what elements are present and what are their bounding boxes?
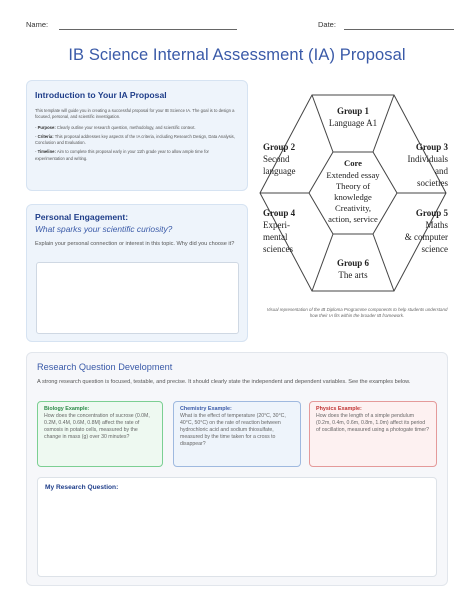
engagement-answer-box[interactable] bbox=[36, 262, 239, 334]
core-line: action, service bbox=[328, 214, 378, 224]
group-3-cell bbox=[408, 142, 449, 188]
date-label: Date: bbox=[318, 20, 336, 29]
group-3-line: Individuals bbox=[407, 154, 448, 164]
intro-item: - Purpose: Clearly outline your research question, methodology, and scientific context. bbox=[35, 125, 196, 131]
core-line: Extended essay bbox=[326, 170, 380, 180]
group-4-line: Experi- bbox=[263, 220, 290, 230]
group-3-line: societies bbox=[417, 178, 448, 188]
group-5-title: Group 5 bbox=[415, 208, 448, 218]
intro-heading: Introduction to Your IA Proposal bbox=[35, 90, 167, 100]
diagram-caption: Visual representation of the IB Diploma Programme components to help students understand how their IA fits within the broader IB framework. bbox=[266, 307, 448, 319]
intro-list bbox=[35, 125, 239, 161]
group-1-title: Group 1 bbox=[336, 106, 370, 116]
intro-item-text: This proposal addresses key aspects of the IA criteria, including Research Design, Data Analysis, Conclusion and Evaluation. bbox=[35, 134, 235, 146]
my-research-question-label: My Research Question: bbox=[45, 484, 119, 491]
example-text: How does the concentration of sucrose (0.0M, 0.2M, 0.4M, 0.6M, 0.8M) affect the rate of osmosis in potato cells, measured by the change in mass (g) over 30 minutes? bbox=[44, 413, 150, 441]
group-2-line: Second bbox=[263, 154, 290, 164]
date-field[interactable] bbox=[344, 29, 454, 30]
engagement-prompt: Explain your personal connection or interest in this topic. Why did you choose it? bbox=[35, 241, 235, 247]
page-title: IB Science Internal Assessment (IA) Proposal bbox=[68, 46, 406, 64]
intro-item-term: Purpose: bbox=[37, 125, 56, 131]
engagement-heading: Personal Engagement: bbox=[35, 212, 129, 222]
research-heading: Research Question Development bbox=[37, 362, 173, 372]
group-5-line: & computer bbox=[404, 232, 448, 242]
group-6-line: The arts bbox=[338, 270, 368, 280]
engagement-subheading: What sparks your scientific curiosity? bbox=[35, 224, 173, 234]
intro-item-text: Clearly outline your research question, methodology, and scientific context. bbox=[56, 125, 196, 131]
intro-item-term: Criteria: bbox=[37, 134, 54, 140]
group-4-title: Group 4 bbox=[263, 208, 296, 218]
group-2-cell bbox=[263, 142, 296, 176]
header-row bbox=[26, 20, 456, 34]
intro-item-text: Aim to complete this proposal early in your 11th grade year to allow ample time for experimentation and writing. bbox=[35, 149, 209, 161]
group-2-line: language bbox=[263, 166, 296, 176]
core-line: Creativity, bbox=[335, 203, 371, 213]
group-5-cell bbox=[405, 208, 449, 254]
physics-example-box bbox=[309, 401, 437, 467]
group-4-cell bbox=[263, 208, 296, 254]
group-4-line: mental bbox=[263, 232, 288, 242]
intro-item: - Timeline: Aim to complete this proposal early in your 11th grade year to allow ample time for experimentation and writing. bbox=[35, 149, 209, 161]
example-title: Physics Example: bbox=[316, 406, 362, 412]
core-line: Theory of bbox=[335, 181, 371, 191]
example-title: Chemistry Example: bbox=[180, 406, 232, 412]
my-research-question-box[interactable] bbox=[37, 477, 437, 577]
example-title: Biology Example: bbox=[44, 406, 90, 412]
biology-example-box bbox=[37, 401, 163, 467]
example-text: How does the length of a simple pendulum (0.2m, 0.4m, 0.6m, 0.8m, 1.0m) affect its period of oscillation, measured using a photogate timer? bbox=[316, 413, 430, 434]
group-5-line: Maths bbox=[425, 220, 448, 230]
research-question-card bbox=[26, 352, 448, 586]
group-4-line: sciences bbox=[263, 244, 293, 254]
research-description: A strong research question is focused, testable, and precise. It should clearly state the independent and dependent variables. See the examples below. bbox=[37, 379, 411, 385]
group-6-cell bbox=[337, 258, 370, 280]
core-cell bbox=[326, 158, 380, 224]
intro-item: - Criteria: This proposal addresses key aspects of the IA criteria, including Research Design, Data Analysis, Conclusion and Evaluation. bbox=[35, 134, 235, 146]
group-3-line: and bbox=[435, 166, 448, 176]
core-title: Core bbox=[344, 158, 362, 168]
engagement-card bbox=[26, 204, 248, 342]
ib-hexagon-diagram bbox=[255, 90, 451, 296]
core-line: knowledge bbox=[334, 192, 372, 202]
group-2-title: Group 2 bbox=[263, 142, 296, 152]
group-1-cell bbox=[329, 106, 377, 128]
group-1-line: Language A1 bbox=[328, 118, 378, 128]
example-text: What is the effect of temperature (20°C, 30°C, 40°C, 50°C) on the rate of reaction between hydrochloric acid and sodium thiosulfate, measured by the time taken for a cross to disappear? bbox=[180, 413, 286, 448]
intro-text: This template will guide you in creating a successful proposal for your IB Science IA. The goal is to design a focused, personal, and scientific investigation. bbox=[35, 108, 235, 120]
chemistry-example-box bbox=[173, 401, 301, 467]
name-label: Name: bbox=[26, 20, 49, 29]
intro-item-term: Timeline: bbox=[37, 149, 56, 155]
group-3-title: Group 3 bbox=[415, 142, 448, 152]
name-field[interactable] bbox=[59, 29, 237, 30]
group-5-line: science bbox=[421, 244, 448, 254]
group-6-title: Group 6 bbox=[336, 258, 370, 268]
intro-card bbox=[26, 80, 248, 191]
